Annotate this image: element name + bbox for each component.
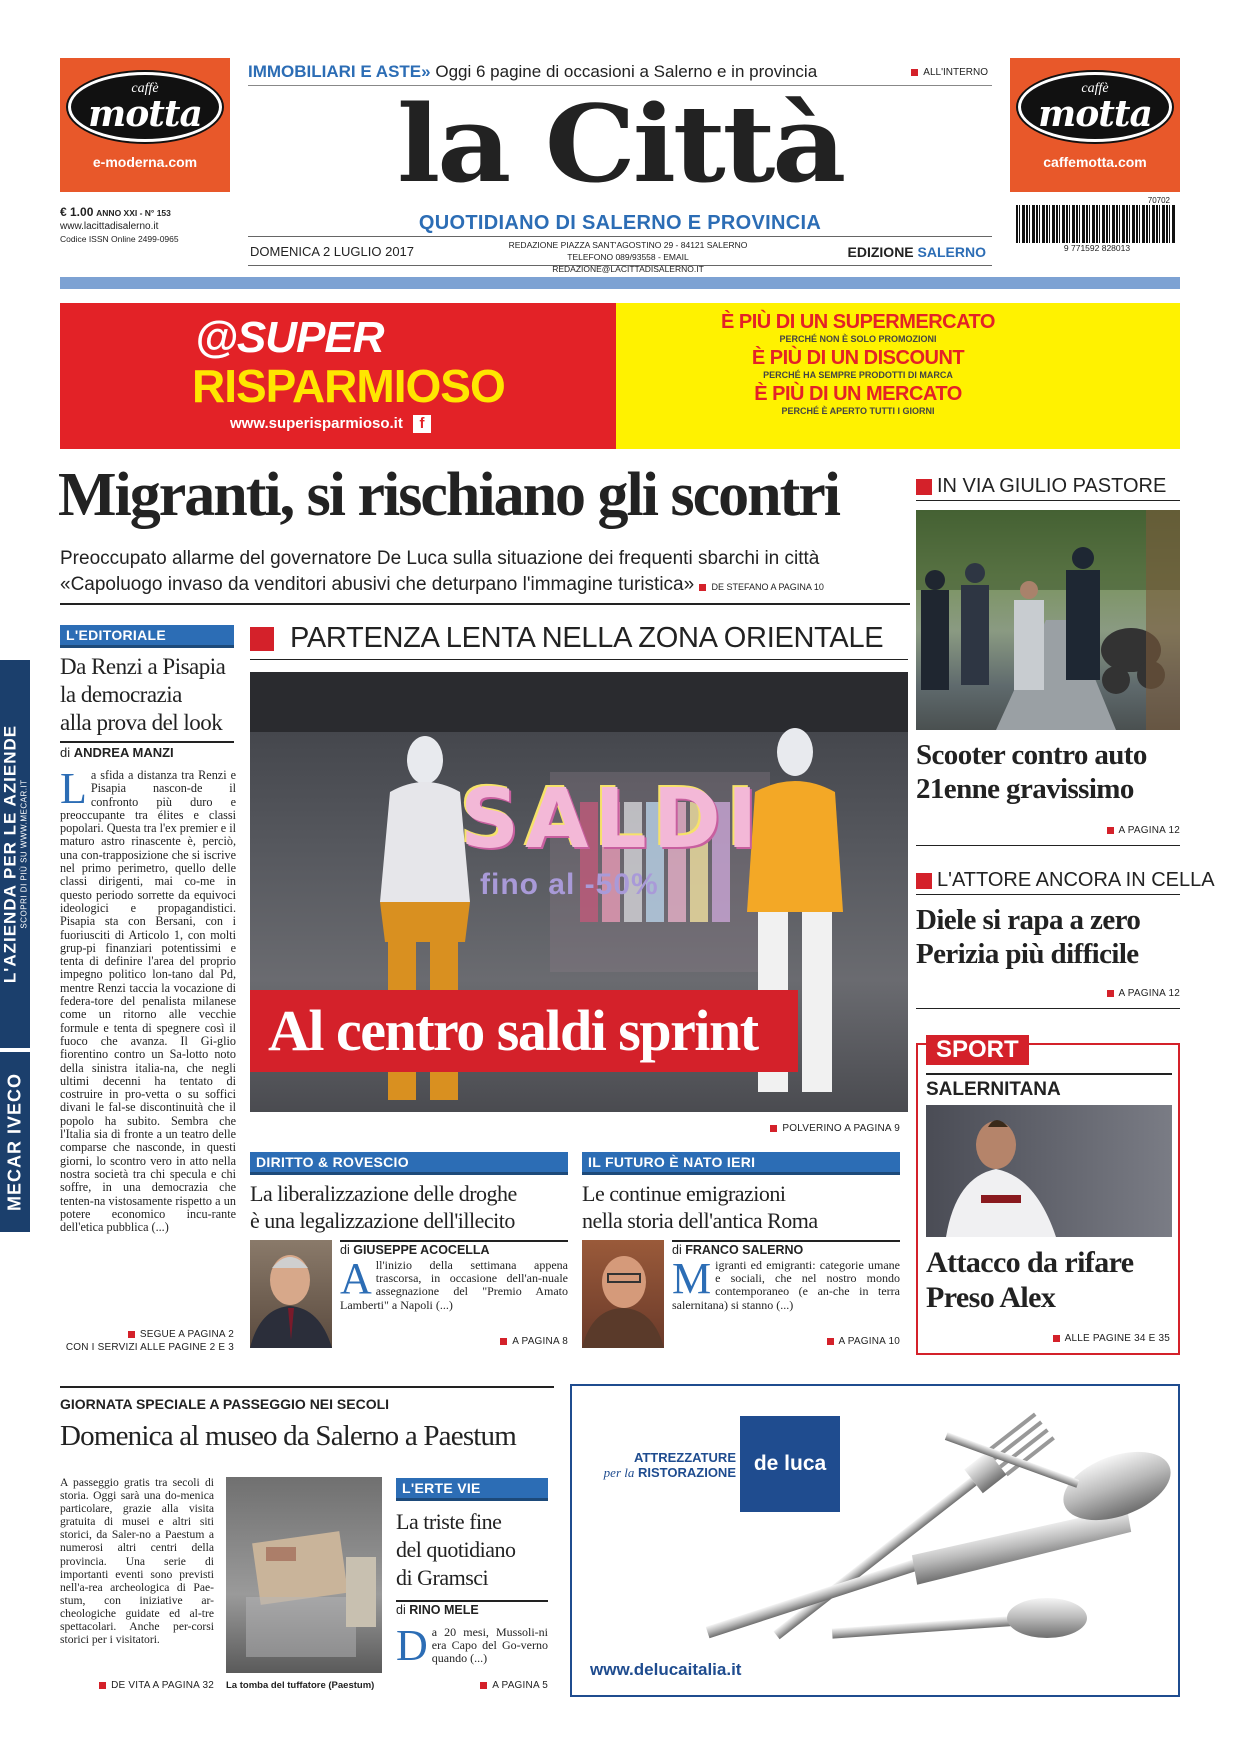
motta-url: caffemotta.com (1043, 154, 1147, 170)
byline-name: ANDREA MANZI (73, 745, 174, 760)
price-info (60, 206, 230, 246)
deluca-ad[interactable] (570, 1384, 1180, 1697)
museo-caption: La tomba del tuffatore (Paestum) (226, 1680, 375, 1691)
futuro-title-line: nella storia dell'antica Roma (582, 1208, 818, 1233)
edition-label: EDIZIONE (847, 244, 914, 260)
super-line-big: È PIÙ DI UN MERCATO (754, 383, 962, 405)
main-kicker (250, 622, 908, 660)
editorial-body-text: a sfida a distanza tra Renzi e Pisapia nascon-de il confronto più duro e preoccupante tra élites e classi popolari. Questa tra l'ex premier e il maturo astro rinascente è, perciò, una con-trapposizione che si iscrive nel primo perimetro, quello delle classi dirigenti, mai co-me in questo periodo sorrette da equivoci ideologici e propagandistici. Pisapia sta con Bersani, con i fuoriusciti di Articolo 1, con molti grup-pi finanziari potentissimi e tenta di definire l'area del proprio impegno politico lon-tano dal Pd, mentre Renzi taccia la vocazione di federa-tore del penalista milanese come un ritorno alle vecchie formule e tenta di spegnere così il fuoco che avanza. Il Gi-glio fiorentino contro un Sa-lotto noto della sinistra italia-na, che negli ultimi decenni ha tentato di costruire in pro-vetta o su soffici divani le fal-se discontinuità che il popolo ha subito. Sembra che l'Italia sia di fronte a un teatro delle comparse che nasconde, in questi giorni, lo scontro vero in atto nella nostra società tra chi specula e chi soffre, in una democrazia che tenten-na vistosamente rispetto a un potere economico incu-rante dell'etica pubblica (...) (60, 769, 236, 1235)
barcode (1012, 196, 1180, 254)
lead-sub2-row (60, 572, 910, 600)
museo-headline[interactable]: Domenica al museo da Salerno a Paestum (60, 1420, 517, 1452)
super-line-small: PERCHÉ HA SEMPRE PRODOTTI DI MARCA (763, 370, 953, 380)
futuro-title-line: Le continue emigrazioni (582, 1181, 786, 1206)
motta-logo (68, 72, 222, 142)
deluca-line1: ATTREZZATURE (633, 1450, 736, 1465)
editorial-body (60, 769, 236, 1319)
story1-kicker-text: IN VIA GIULIO PASTORE (937, 475, 1167, 497)
super-line-big: È PIÙ DI UN DISCOUNT (751, 347, 965, 369)
futuro-ref (672, 1336, 900, 1347)
super-line-small: PERCHÉ È APERTO TUTTI I GIORNI (781, 406, 935, 416)
editorial-section: L'EDITORIALE (60, 625, 234, 648)
editorial-title[interactable] (60, 653, 234, 737)
super-line-2 (616, 347, 1100, 381)
super-ad-right (616, 303, 1180, 449)
diritto-ref (340, 1336, 568, 1347)
date: DOMENICA 2 LUGLIO 2017 (250, 244, 415, 259)
futuro-title[interactable] (582, 1180, 900, 1234)
story1-photo[interactable] (916, 510, 1180, 730)
story2-ref-text: A PAGINA 12 (1118, 988, 1180, 999)
masthead-title[interactable]: la Città (396, 81, 844, 206)
barcode-number: 9 771592 828013 (1012, 243, 1182, 253)
arte-ref (396, 1680, 548, 1691)
story1-rule (916, 845, 1180, 846)
lead-subheadline (60, 546, 910, 600)
byline-prefix: di (672, 1243, 682, 1257)
price: € 1.00 (60, 205, 94, 219)
byline-prefix: di (340, 1243, 350, 1257)
arte-section: L'ERTE VIE (396, 1478, 548, 1501)
motta-big: motta (1038, 93, 1152, 135)
arte-body-text: a 20 mesi, Mussoli-ni era Capo del Go-verno quando (...) (431, 1625, 548, 1666)
futuro-photo (582, 1240, 664, 1348)
sport-label: SPORT (926, 1035, 1029, 1065)
futuro-section: IL FUTURO È NATO IERI (582, 1152, 900, 1175)
editorial-dropcap: L (60, 769, 87, 813)
museo-kicker: GIORNATA SPECIALE A PASSEGGIO NEI SECOLI (60, 1396, 390, 1412)
super-line-small: PERCHÉ NON È SOLO PROMOZIONI (779, 334, 937, 344)
arte-title-line: di Gramsci (396, 1565, 489, 1590)
lead-sub1: Preoccupato allarme del governatore De Luca sulla situazione dei frequenti sbarchi in città (60, 548, 820, 569)
arte-byline (396, 1600, 548, 1617)
arte-dropcap: D (396, 1621, 428, 1670)
website: www.lacittadisalerno.it (60, 221, 159, 232)
sport-headline (926, 1245, 1172, 1315)
main-photo-ref (250, 1123, 900, 1134)
story1-headline-line: 21enne gravissimo (916, 773, 1134, 805)
diritto-title[interactable] (250, 1180, 568, 1234)
saldi-subsign: fino al -50% (480, 868, 659, 901)
lead-sub2: «Capoluogo invaso da venditori abusivi che deturpano l'immagine turistica» (60, 574, 695, 595)
byline-name: GIUSEPPE ACOCELLA (353, 1243, 490, 1257)
diritto-title-line: è una legalizzazione dell'illecito (250, 1208, 515, 1233)
diritto-body (340, 1254, 568, 1312)
masthead-subtitle: QUOTIDIANO DI SALERNO E PROVINCIA (418, 212, 822, 234)
super-ad-url-text: www.superisparmioso.it (230, 415, 403, 432)
story1-ref (916, 825, 1180, 836)
redazione (498, 239, 758, 275)
main-photo-headline: Al centro saldi sprint (250, 990, 798, 1072)
motta-logo (1018, 72, 1172, 142)
story2-headline[interactable] (916, 903, 1180, 971)
arte-title-line: La triste fine (396, 1509, 502, 1534)
cutlery-image (572, 1386, 1180, 1697)
story2-headline-line: Diele si rapa a zero (916, 904, 1141, 936)
issue: ANNO XXI - N° 153 (96, 208, 171, 218)
arte-title[interactable] (396, 1508, 554, 1592)
story2-rule (916, 1008, 1180, 1009)
story2-kicker-text: L'ATTORE ANCORA IN CELLA (937, 869, 1215, 891)
editorial-byline (60, 741, 234, 760)
salerno-portrait (582, 1240, 664, 1348)
diritto-byline (340, 1240, 568, 1257)
museo-ref (60, 1680, 214, 1691)
diritto-section: DIRITTO & ROVESCIO (250, 1152, 568, 1175)
diritto-body-text: ll'inizio della settimana appena trascorsa, in occasione dell'an-nuale assegnazione del "Premio Amato Lamberti" a Napoli (...) (340, 1258, 568, 1312)
sport-box[interactable] (916, 1036, 1180, 1355)
futuro-body-text: igranti ed emigranti: categorie umane e sociali, che nel nostro mondo contemporaneo (e an-che in terra salernitana) si stanno (...) (672, 1258, 900, 1312)
super-line-3 (616, 383, 1100, 417)
futuro-body (672, 1254, 900, 1312)
main-photo[interactable] (250, 672, 908, 1112)
byline-name: RINO MELE (409, 1603, 479, 1617)
lead-rule (60, 603, 910, 605)
motta-big: motta (88, 93, 202, 135)
arte-title-line: del quotidiano (396, 1537, 516, 1562)
deluca-line2a: per la (603, 1465, 635, 1480)
motta-url: e-moderna.com (92, 154, 198, 170)
story1-ref-text: A PAGINA 12 (1118, 825, 1180, 836)
promo-kicker: IMMOBILIARI E ASTE (248, 62, 422, 81)
super-line-big: È PIÙ DI UN SUPERMERCATO (721, 311, 995, 333)
story1-kicker (916, 475, 1180, 501)
main-kicker-text: PARTENZA LENTA NELLA ZONA ORIENTALE (290, 622, 884, 654)
main-photo-ref-text: POLVERINO A PAGINA 9 (782, 1123, 900, 1134)
issn: Codice ISSN Online 2499-0965 (60, 234, 179, 244)
diritto-photo (250, 1240, 332, 1348)
sport-headline-line: Preso Alex (926, 1281, 1056, 1314)
editorial-title-line: alla prova del look (60, 710, 223, 735)
police-scene-image (916, 510, 1180, 730)
museo-photo (226, 1477, 382, 1673)
super-line-1 (616, 311, 1100, 345)
diritto-ref-text: A PAGINA 8 (512, 1336, 568, 1347)
super-ad-name2: RISPARMIOSO (192, 360, 505, 412)
promo-arrows: » (421, 62, 431, 81)
diritto-dropcap: A (340, 1254, 372, 1303)
sport-ref (1053, 1333, 1170, 1344)
editorial-title-line: Da Renzi a Pisapia (60, 654, 226, 679)
promo-text: Oggi 6 pagine di occasioni a Salerno e in provincia (435, 62, 818, 81)
editorial-ref2: CON I SERVIZI ALLE PAGINE 2 E 3 (65, 1342, 234, 1353)
footballer-image (926, 1105, 1172, 1237)
story2-headline-line: Perizia più difficile (916, 938, 1139, 970)
story1-headline-line: Scooter contro auto (916, 739, 1147, 771)
futuro-ref-text: A PAGINA 10 (838, 1336, 900, 1347)
arte-body (396, 1621, 548, 1670)
deluca-line2b: RISTORAZIONE (638, 1465, 736, 1480)
bottom-rule (60, 1386, 554, 1388)
sport-team: SALERNITANA (926, 1073, 1172, 1101)
mecar-brand-banner[interactable] (0, 1052, 30, 1232)
byline-name: FRANCO SALERNO (685, 1243, 804, 1257)
editorial-ref1: SEGUE A PAGINA 2 (139, 1329, 234, 1340)
super-risparmioso-ad[interactable] (60, 303, 1180, 449)
masthead-info-bar (248, 236, 992, 274)
deluca-logo: de luca (740, 1416, 840, 1512)
redazione-contact: TELEFONO 089/93558 - EMAIL REDAZIONE@LACITTADISALERNO.IT (552, 252, 704, 274)
lead-headline[interactable]: Migranti, si rischiano gli scontri (58, 461, 840, 529)
story2-ref (916, 988, 1180, 999)
motta-ad-left[interactable] (60, 58, 230, 192)
story1-headline[interactable] (916, 738, 1180, 806)
deluca-url[interactable]: www.delucaitalia.it (590, 1660, 742, 1679)
barcode-top-number: 70702 (1147, 196, 1170, 205)
mecar-line2: SCOPRI DI PIÙ SU WWW.MECAR.IT (19, 779, 29, 929)
motta-ad-right[interactable] (1010, 58, 1180, 192)
mecar-text (2, 725, 29, 983)
facebook-icon: f (413, 415, 431, 433)
sport-headline-line: Attacco da rifare (926, 1246, 1134, 1279)
mecar-brand: MECAR IVECO (4, 1072, 25, 1212)
super-ad-url (230, 415, 431, 433)
editorial-title-line: la democrazia (60, 682, 182, 707)
museo-body: A passeggio gratis tra secoli di storia. Oggi sarà una do-menica particolare, grazie alla visita gratuita di musei e altri siti storici, da Saler-no a Paestum a numerosi altri centri della provincia. Una serie di importanti eventi sono previsti nell'a-rea archeologica di Pae-stum, con iniziative ar-cheologiche guidate ed al-tre spettacolari. Anche per-corsi storici per i visitatori. (60, 1476, 214, 1647)
tomb-image (226, 1477, 382, 1673)
sport-photo (926, 1105, 1172, 1237)
edition-city: SALERNO (917, 244, 986, 260)
diritto-title-line: La liberalizzazione delle droghe (250, 1181, 517, 1206)
acocella-portrait (250, 1240, 332, 1348)
redazione-address: REDAZIONE PIAZZA SANT'AGOSTINO 29 - 84121 SALERNO (508, 240, 748, 250)
story2-kicker (916, 869, 1215, 895)
byline-prefix: di (60, 745, 71, 760)
super-ad-left (60, 303, 616, 449)
futuro-dropcap: M (672, 1254, 712, 1303)
sport-ref-text: ALLE PAGINE 34 E 35 (1064, 1333, 1170, 1344)
promo-tag-text: ALL'INTERNO (923, 67, 988, 78)
lead-ref (699, 582, 823, 592)
edition (848, 244, 986, 260)
mecar-line1: L'AZIENDA PER LE AZIENDE (0, 724, 20, 984)
barcode-bars (1016, 205, 1176, 245)
motta-small: caffè (1081, 81, 1109, 96)
motta-small: caffè (131, 81, 159, 96)
lead-ref-text: DE STEFANO A PAGINA 10 (711, 582, 824, 592)
promo-tag (911, 67, 988, 78)
museo-ref-text: DE VITA A PAGINA 32 (111, 1680, 214, 1691)
editorial-ref (60, 1328, 234, 1354)
super-ad-name1: @SUPER (195, 313, 384, 362)
saldi-sign: SALDI (460, 772, 764, 867)
byline-prefix: di (396, 1603, 406, 1617)
masthead-rule (60, 277, 1180, 289)
mecar-side-banner[interactable] (0, 660, 30, 1048)
arte-ref-text: A PAGINA 5 (492, 1680, 548, 1691)
